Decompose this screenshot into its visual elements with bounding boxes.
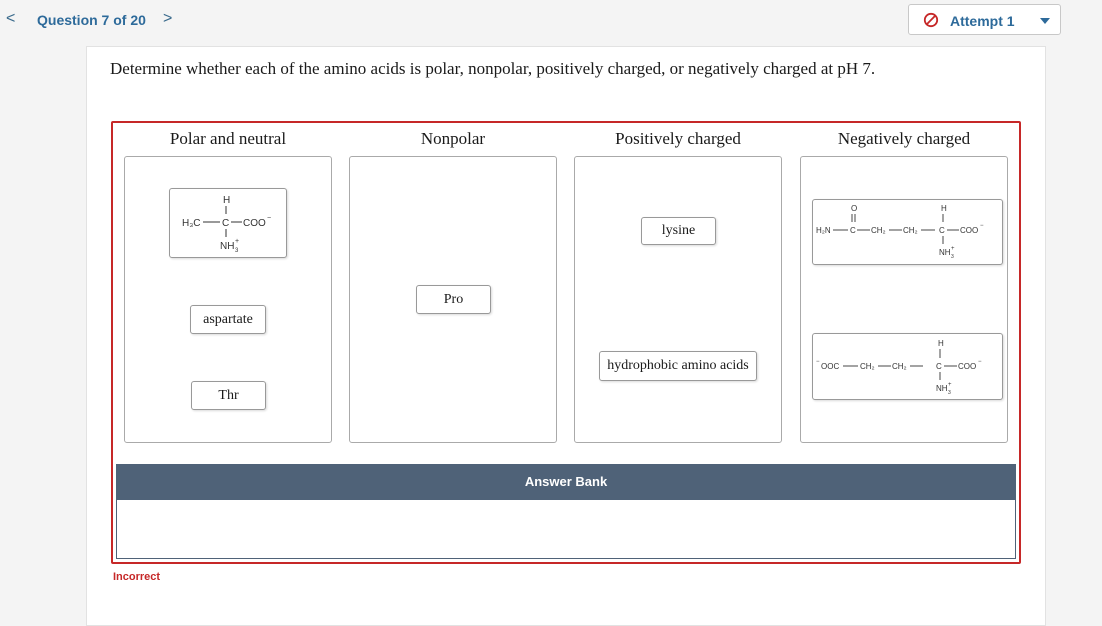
svg-text:OOC: OOC	[821, 362, 840, 371]
question-prompt: Determine whether each of the amino acids is polar, nonpolar, positively charged, or negatively charged at pH 7.	[110, 59, 876, 78]
svg-text:−: −	[267, 215, 272, 222]
tile-lysine[interactable]	[641, 217, 716, 245]
svg-text:3: 3	[948, 390, 951, 396]
svg-text:C: C	[850, 226, 856, 235]
tile-aspartate[interactable]	[190, 305, 266, 334]
answer-bank-header: Answer Bank	[116, 464, 1016, 500]
answer-bank-area[interactable]	[116, 500, 1016, 559]
attempt-label: Attempt 1	[950, 13, 1015, 29]
tile-aspartate-label: aspartate	[203, 311, 253, 327]
svg-text:3: 3	[951, 254, 954, 260]
caret-down-icon	[1040, 18, 1050, 24]
glutamine-structure	[813, 200, 1002, 264]
svg-text:CH₂: CH₂	[903, 226, 918, 235]
svg-text:COO: COO	[958, 362, 977, 371]
tile-hydrophobic-label: hydrophobic amino acids	[607, 358, 749, 373]
svg-text:3: 3	[235, 248, 239, 254]
svg-text:COO: COO	[243, 218, 266, 229]
svg-text:+: +	[948, 382, 952, 388]
glutamine-structure-tile[interactable]	[812, 199, 1003, 265]
svg-text:COO: COO	[960, 226, 979, 235]
svg-text:C: C	[936, 362, 942, 371]
alanine-structure-tile[interactable]	[169, 188, 287, 258]
glutamate-structure-tile[interactable]	[812, 333, 1003, 400]
top-nav-bar	[0, 0, 1102, 44]
svg-text:H: H	[223, 195, 231, 206]
svg-text:CH₂: CH₂	[860, 362, 875, 371]
svg-text:NH: NH	[220, 241, 235, 252]
tile-pro[interactable]	[416, 285, 491, 314]
svg-text:CH₂: CH₂	[892, 362, 907, 371]
chevron-left-icon[interactable]: <	[6, 10, 16, 27]
chevron-right-icon[interactable]: >	[163, 10, 173, 27]
svg-text:+: +	[235, 238, 240, 245]
svg-text:−: −	[816, 359, 820, 365]
status-incorrect: Incorrect	[113, 571, 161, 583]
tile-pro-label: Pro	[443, 291, 464, 307]
svg-text:−: −	[978, 359, 982, 365]
svg-text:C: C	[939, 226, 945, 235]
alanine-structure	[170, 189, 286, 257]
svg-text:−: −	[980, 223, 984, 229]
bin-positive[interactable]	[574, 156, 782, 443]
svg-text:+: +	[951, 246, 955, 252]
attempt-dropdown[interactable]	[908, 4, 1061, 35]
svg-text:H: H	[941, 204, 947, 213]
tile-hydrophobic-amino-acids[interactable]	[599, 351, 757, 381]
svg-text:CH₂: CH₂	[871, 226, 886, 235]
svg-text:H₃C: H₃C	[182, 218, 201, 229]
column-heading-positive: Positively charged	[615, 129, 741, 148]
svg-text:C: C	[222, 218, 230, 229]
column-heading-nonpolar: Nonpolar	[420, 129, 486, 148]
prohibited-icon	[923, 12, 939, 28]
column-heading-polar: Polar and neutral	[169, 129, 287, 148]
svg-text:H: H	[938, 339, 944, 348]
svg-text:NH: NH	[939, 248, 951, 257]
svg-text:NH: NH	[936, 384, 948, 393]
tile-thr-label: Thr	[218, 387, 239, 403]
tile-lysine-label: lysine	[661, 223, 696, 238]
column-heading-negative: Negatively charged	[837, 129, 971, 148]
tile-thr[interactable]	[191, 381, 266, 410]
glutamate-structure	[813, 334, 1002, 399]
svg-text:H₂N: H₂N	[816, 226, 831, 235]
svg-text:O: O	[851, 204, 858, 213]
question-counter: Question 7 of 20	[37, 12, 146, 28]
